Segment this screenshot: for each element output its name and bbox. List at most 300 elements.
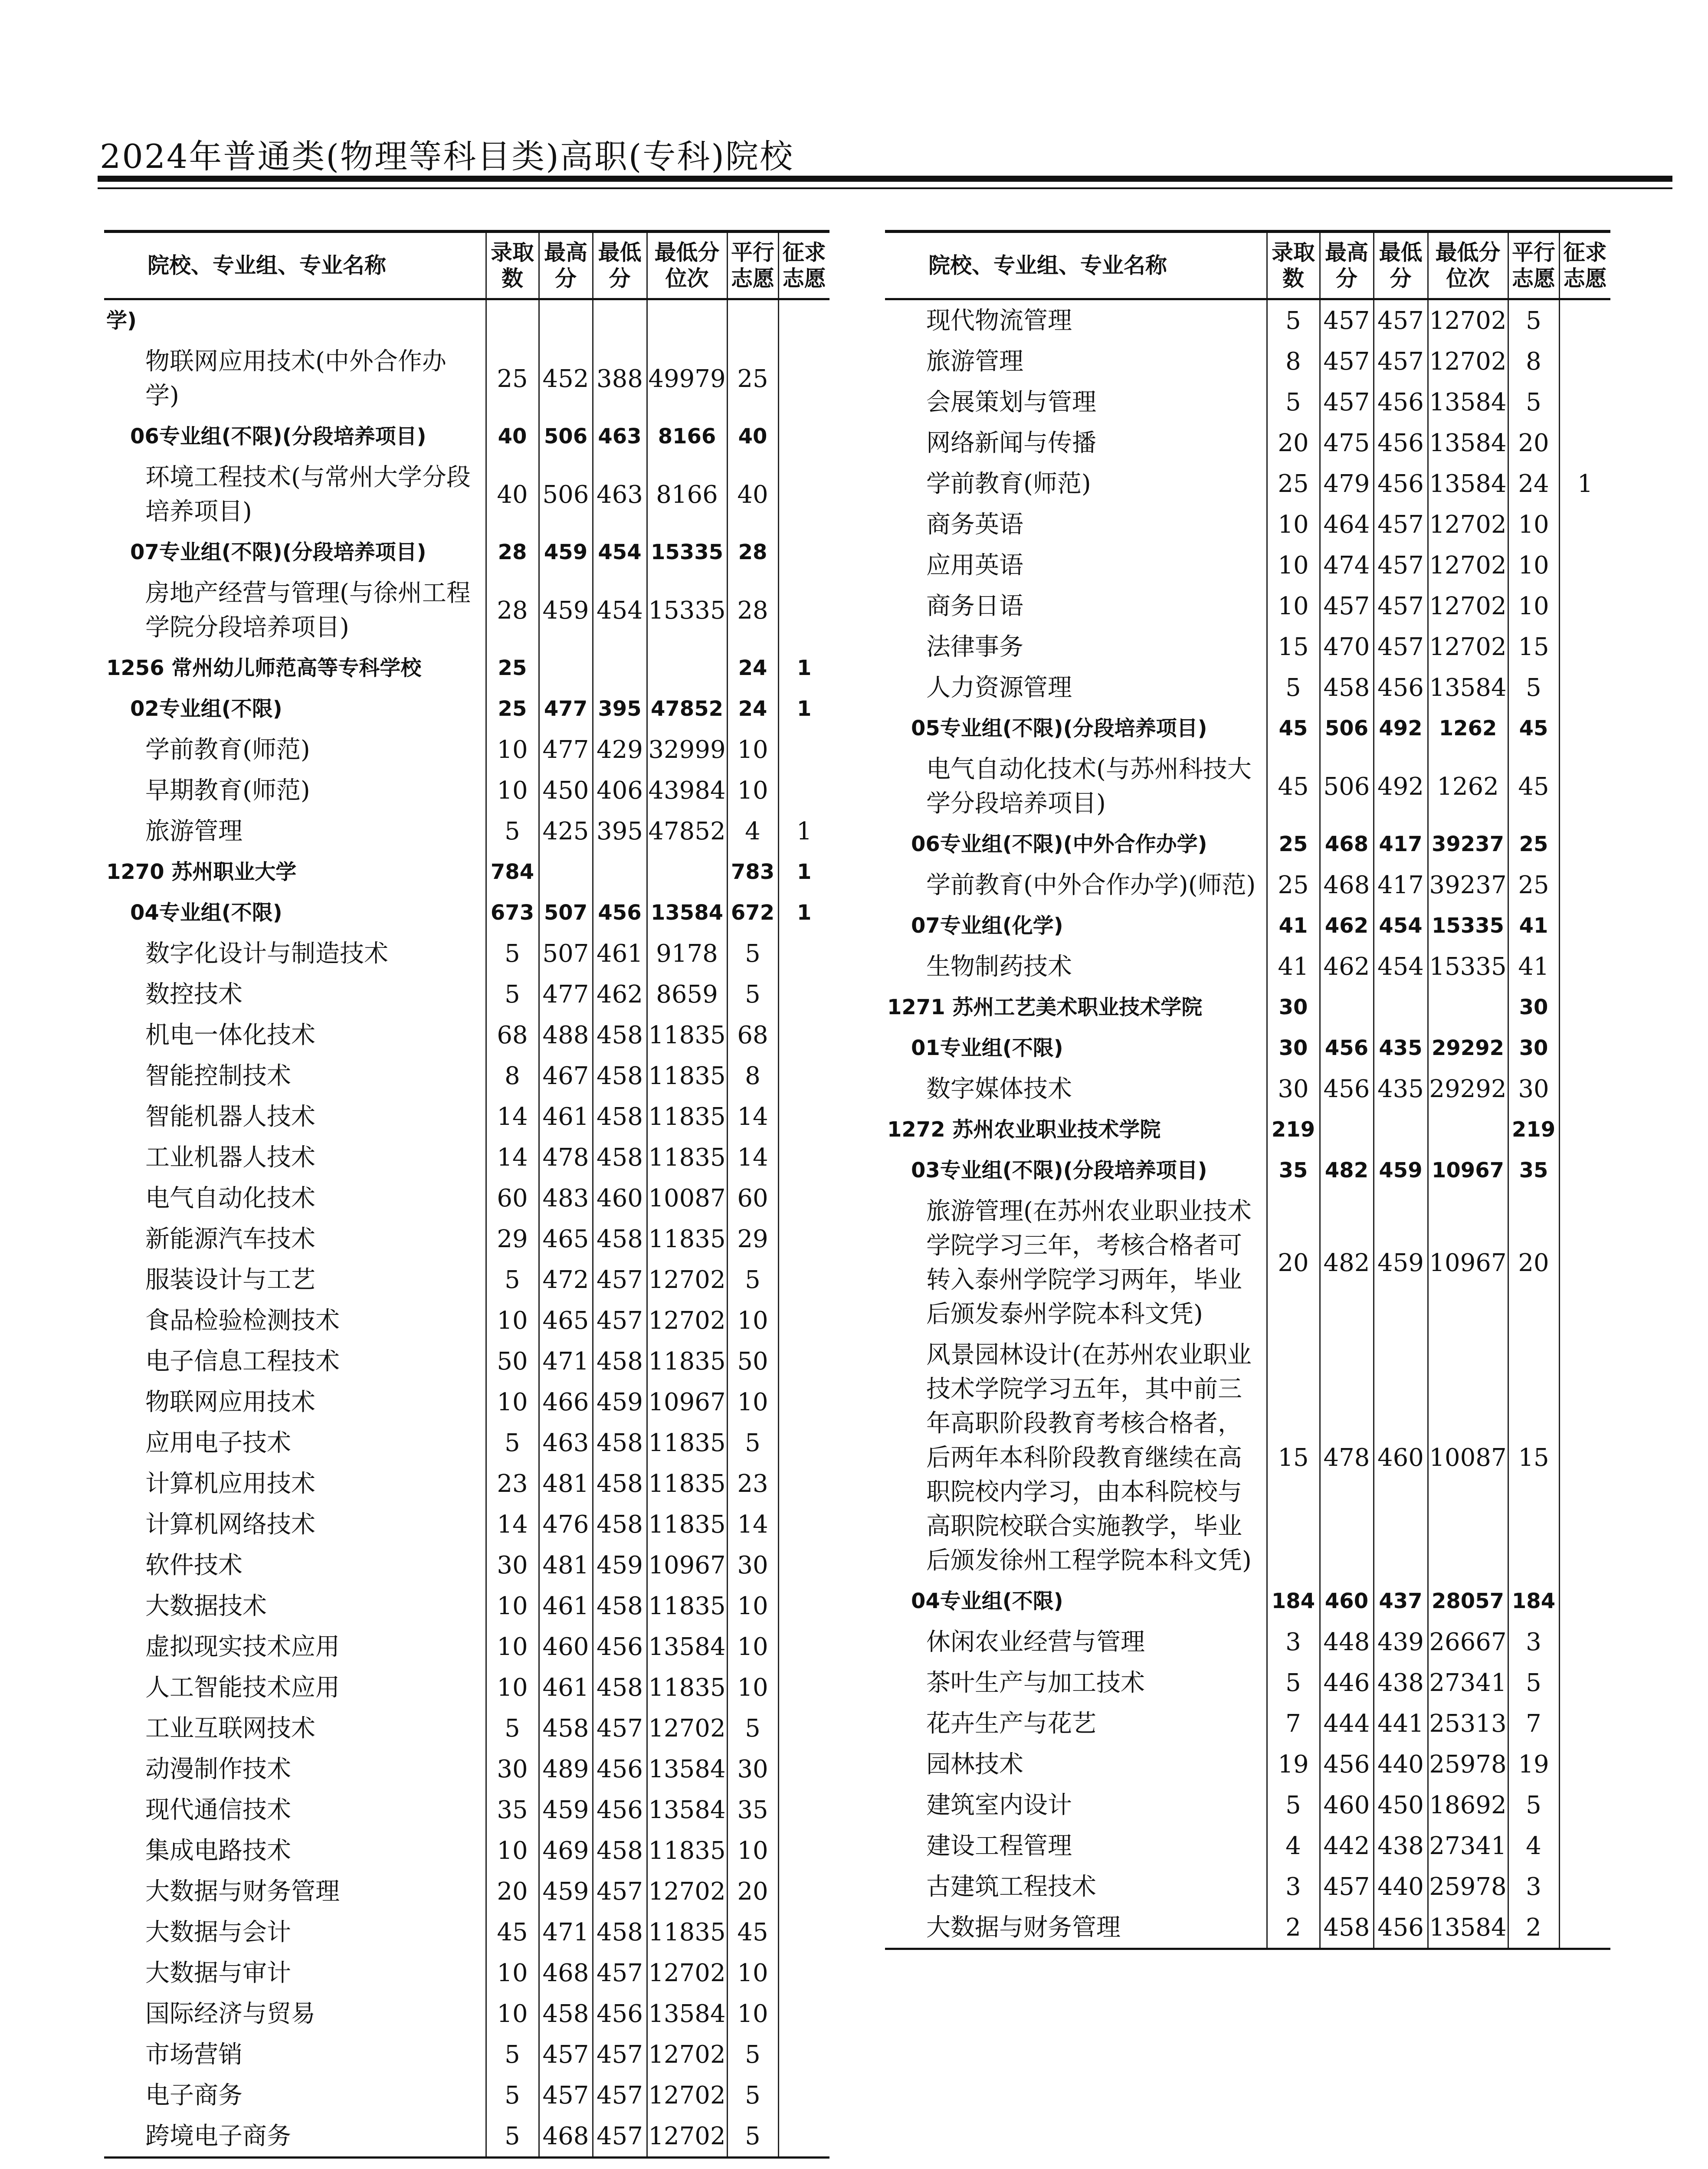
cell-name: 06专业组(不限)(中外合作办学) [911, 832, 1207, 856]
cell-name: 食品检验检测技术 [145, 1307, 340, 1335]
cell-solicit [778, 1912, 829, 1953]
cell-name: 虚拟现实技术应用 [145, 1633, 340, 1661]
cell-max: 482 [1320, 1191, 1374, 1334]
cell-min: 462 [593, 974, 647, 1015]
cell-name: 大数据与会计 [145, 1918, 291, 1946]
cell-count: 25 [486, 688, 539, 729]
cell-max: 477 [539, 688, 593, 729]
cell-rank: 25978 [1428, 1744, 1508, 1785]
cell-rank: 47852 [647, 811, 727, 852]
cell-name: 学前教育(中外合作办学)(师范) [926, 871, 1256, 899]
cell-rank [1428, 1109, 1508, 1150]
cell-name: 国际经济与贸易 [145, 2000, 315, 2028]
cell-parallel: 10 [727, 1993, 778, 2034]
cell-rank: 15335 [647, 532, 727, 573]
cell-parallel: 5 [727, 974, 778, 1015]
cell-max: 457 [1320, 1866, 1374, 1907]
cell-parallel: 3 [1508, 1622, 1559, 1662]
cell-solicit [778, 1545, 829, 1586]
cell-min: 492 [1374, 708, 1428, 749]
cell-parallel: 5 [727, 1259, 778, 1300]
cell-max: 442 [1320, 1825, 1374, 1866]
cell-solicit [778, 974, 829, 1015]
major-row [885, 749, 1610, 824]
major-row [885, 1622, 1610, 1662]
cell-parallel: 60 [727, 1178, 778, 1219]
major-row [104, 1096, 829, 1137]
cell-parallel: 8 [727, 1055, 778, 1096]
cell-solicit [778, 1259, 829, 1300]
cell-name: 人力资源管理 [926, 674, 1072, 702]
cell-max: 481 [539, 1545, 593, 1586]
cell-count: 219 [1267, 1109, 1320, 1150]
cell-solicit [778, 341, 829, 416]
cell-count: 10 [486, 1993, 539, 2034]
cell-rank: 11835 [647, 1463, 727, 1504]
cell-name: 04专业组(不限) [911, 1589, 1063, 1613]
cell-min: 457 [593, 2034, 647, 2075]
cell-parallel: 40 [727, 416, 778, 457]
cell-solicit [1559, 545, 1610, 586]
cell-min: 441 [1374, 1703, 1428, 1744]
cell-solicit [1559, 667, 1610, 708]
cell-rank: 13584 [1428, 463, 1508, 504]
cell-name: 学前教育(师范) [926, 470, 1091, 498]
cell-max [1320, 1109, 1374, 1150]
cell-parallel: 4 [727, 811, 778, 852]
right-column [885, 230, 1610, 1950]
cell-solicit [778, 1749, 829, 1789]
cell-max: 468 [1320, 865, 1374, 905]
cell-min: 457 [1374, 299, 1428, 341]
cell-count: 8 [1267, 341, 1320, 382]
cell-rank: 13584 [1428, 382, 1508, 423]
cell-rank: 27341 [1428, 1662, 1508, 1703]
cell-count: 30 [1267, 987, 1320, 1028]
cell-count: 29 [486, 1219, 539, 1259]
cell-parallel: 40 [727, 457, 778, 532]
major-row [104, 729, 829, 770]
major-row [104, 1259, 829, 1300]
cell-min: 460 [1374, 1334, 1428, 1581]
cell-parallel: 24 [727, 688, 778, 729]
cell-rank: 12702 [647, 2116, 727, 2158]
cell-parallel: 45 [1508, 708, 1559, 749]
cell-rank: 12702 [647, 2034, 727, 2075]
cell-solicit [778, 1015, 829, 1055]
cell-parallel: 45 [727, 1912, 778, 1953]
cell-min: 456 [593, 1993, 647, 2034]
cell-min: 461 [593, 933, 647, 974]
cell-parallel: 28 [727, 573, 778, 648]
cell-name: 网络新闻与传播 [926, 429, 1096, 457]
cell-rank: 12702 [1428, 341, 1508, 382]
cell-parallel: 14 [727, 1096, 778, 1137]
cell-max [539, 648, 593, 688]
cell-parallel: 25 [1508, 865, 1559, 905]
cell-count: 184 [1267, 1581, 1320, 1622]
cell-name: 电子商务 [145, 2081, 243, 2110]
cell-parallel: 35 [727, 1789, 778, 1830]
cell-count: 5 [1267, 1785, 1320, 1825]
cell-max: 462 [1320, 905, 1374, 946]
cell-solicit [778, 1871, 829, 1912]
cell-rank: 32999 [647, 729, 727, 770]
cell-min: 454 [1374, 905, 1428, 946]
cell-min: 457 [593, 2116, 647, 2158]
cell-parallel: 10 [727, 729, 778, 770]
cell-max: 472 [539, 1259, 593, 1300]
cell-rank: 11835 [647, 1830, 727, 1871]
cell-name: 茶叶生产与加工技术 [926, 1669, 1145, 1697]
cell-parallel: 4 [1508, 1825, 1559, 1866]
cell-min: 463 [593, 457, 647, 532]
header-parallel: 平行 志愿 [1508, 232, 1559, 299]
cell-name: 数字媒体技术 [926, 1075, 1072, 1103]
cell-count: 10 [486, 1667, 539, 1708]
cell-rank: 28057 [1428, 1581, 1508, 1622]
cell-solicit [1559, 1109, 1610, 1150]
cell-min: 457 [1374, 545, 1428, 586]
cell-max: 458 [539, 1708, 593, 1749]
cell-rank [647, 299, 727, 341]
cell-min: 458 [593, 1341, 647, 1382]
cell-rank: 12702 [1428, 299, 1508, 341]
cell-max: 478 [1320, 1334, 1374, 1581]
cell-parallel: 24 [1508, 463, 1559, 504]
cell-name: 04专业组(不限) [130, 901, 282, 925]
cell-min: 458 [593, 1667, 647, 1708]
cell-min: 454 [1374, 946, 1428, 987]
cell-count: 7 [1267, 1703, 1320, 1744]
cell-count: 68 [486, 1015, 539, 1055]
cell-parallel: 5 [1508, 1662, 1559, 1703]
header-max: 最高 分 [1320, 232, 1374, 299]
header-max: 最高 分 [539, 232, 593, 299]
major-row [885, 1825, 1610, 1866]
major-row [104, 1178, 829, 1219]
cell-max: 460 [1320, 1785, 1374, 1825]
group-row [885, 824, 1610, 865]
cell-parallel [727, 299, 778, 341]
cell-parallel: 41 [1508, 905, 1559, 946]
cell-count: 5 [486, 2075, 539, 2116]
cell-solicit [1559, 382, 1610, 423]
cell-min: 456 [593, 1789, 647, 1830]
cell-min: 457 [1374, 626, 1428, 667]
cell-parallel: 45 [1508, 749, 1559, 824]
cell-max: 478 [539, 1137, 593, 1178]
cell-solicit [1559, 1334, 1610, 1581]
cell-rank: 8166 [647, 416, 727, 457]
cell-min: 450 [1374, 1785, 1428, 1825]
major-row [104, 1300, 829, 1341]
cell-max: 457 [1320, 382, 1374, 423]
cell-solicit [778, 1178, 829, 1219]
cell-count: 14 [486, 1096, 539, 1137]
cell-rank: 10087 [647, 1178, 727, 1219]
cell-count: 5 [1267, 299, 1320, 341]
cell-rank: 13584 [647, 892, 727, 933]
group-row [104, 532, 829, 573]
cell-count: 23 [486, 1463, 539, 1504]
cell-name: 应用电子技术 [145, 1429, 291, 1457]
cell-min: 438 [1374, 1825, 1428, 1866]
cell-max: 456 [1320, 1028, 1374, 1068]
cell-parallel: 8 [1508, 341, 1559, 382]
cell-max: 477 [539, 974, 593, 1015]
cell-min: 459 [593, 1545, 647, 1586]
major-row [104, 341, 829, 416]
cell-name: 电子信息工程技术 [145, 1347, 340, 1376]
cell-max: 477 [539, 729, 593, 770]
cell-solicit [1559, 1744, 1610, 1785]
cell-count: 45 [1267, 749, 1320, 824]
cell-solicit [1559, 1825, 1610, 1866]
school-row [885, 1109, 1610, 1150]
cell-rank: 27341 [1428, 1825, 1508, 1866]
cell-max: 458 [1320, 667, 1374, 708]
cell-max: 471 [539, 1341, 593, 1382]
cell-name: 学) [106, 308, 137, 333]
cell-solicit [778, 933, 829, 974]
cell-rank: 12702 [647, 1300, 727, 1341]
cell-count: 15 [1267, 626, 1320, 667]
cell-name: 工业机器人技术 [145, 1143, 315, 1172]
major-row [104, 573, 829, 648]
cell-name: 跨境电子商务 [104, 2116, 486, 2158]
cell-max: 507 [539, 892, 593, 933]
cell-parallel: 20 [727, 1871, 778, 1912]
cell-name: 03专业组(不限)(分段培养项目) [911, 1158, 1207, 1183]
header-min: 最低 分 [1374, 232, 1428, 299]
cell-count: 4 [1267, 1825, 1320, 1866]
cell-solicit: 1 [778, 852, 829, 892]
cell-name: 古建筑工程技术 [926, 1873, 1096, 1901]
major-row [885, 1907, 1610, 1949]
cell-name: 早期教育(师范) [145, 777, 310, 805]
cell-max: 506 [1320, 749, 1374, 824]
cell-min: 456 [1374, 1907, 1428, 1949]
cell-count: 5 [1267, 667, 1320, 708]
cell-name: 旅游管理 [145, 817, 243, 845]
cell-solicit: 1 [778, 811, 829, 852]
cell-min: 435 [1374, 1068, 1428, 1109]
cell-solicit [1559, 1150, 1610, 1191]
header-rank: 最低分 位次 [647, 232, 727, 299]
cell-min: 458 [593, 1504, 647, 1545]
cell-rank: 11835 [647, 1219, 727, 1259]
cell-rank: 11835 [647, 1586, 727, 1626]
cell-max: 457 [1320, 341, 1374, 382]
cell-parallel: 219 [1508, 1109, 1559, 1150]
cell-solicit: 1 [1559, 463, 1610, 504]
cell-rank: 29292 [1428, 1068, 1508, 1109]
cell-solicit [778, 1667, 829, 1708]
cell-min: 454 [593, 573, 647, 648]
cell-count: 41 [1267, 905, 1320, 946]
cell-min: 406 [593, 770, 647, 811]
cell-min: 457 [593, 1953, 647, 1993]
cell-count: 10 [486, 729, 539, 770]
cell-name: 法律事务 [926, 633, 1023, 661]
cell-name: 数控技术 [145, 980, 243, 1009]
cell-parallel: 20 [1508, 423, 1559, 463]
cell-name: 06专业组(不限)(分段培养项目) [130, 424, 426, 449]
cell-name: 1272 苏州农业职业技术学院 [887, 1117, 1161, 1142]
cell-max: 459 [539, 573, 593, 648]
cell-solicit [1559, 749, 1610, 824]
cell-solicit [1559, 1866, 1610, 1907]
cell-min: 458 [593, 1137, 647, 1178]
cell-name: 物联网应用技术 [145, 1388, 315, 1416]
header-count: 录取 数 [486, 232, 539, 299]
cell-min: 437 [1374, 1581, 1428, 1622]
cell-max: 466 [539, 1382, 593, 1422]
cell-count: 14 [486, 1504, 539, 1545]
cell-count: 45 [486, 1912, 539, 1953]
cell-min: 457 [593, 1300, 647, 1341]
cell-max: 456 [1320, 1744, 1374, 1785]
cell-name: 学前教育(师范) [145, 736, 310, 764]
cell-solicit [1559, 946, 1610, 987]
major-row [885, 946, 1610, 987]
major-row [104, 933, 829, 974]
cell-count: 5 [1267, 1662, 1320, 1703]
cell-name: 现代通信技术 [145, 1796, 291, 1824]
cell-rank: 11835 [647, 1912, 727, 1953]
cell-name: 计算机应用技术 [145, 1470, 315, 1498]
cell-solicit [778, 1586, 829, 1626]
cell-solicit [1559, 423, 1610, 463]
cell-parallel: 10 [727, 1300, 778, 1341]
cell-min: 454 [593, 532, 647, 573]
cell-parallel: 672 [727, 892, 778, 933]
cell-count: 10 [1267, 545, 1320, 586]
cell-rank: 10967 [1428, 1191, 1508, 1334]
major-row [104, 1382, 829, 1422]
cell-rank: 11835 [647, 1422, 727, 1463]
cell-max: 458 [539, 1993, 593, 2034]
cell-count: 30 [486, 1545, 539, 1586]
header-rule-thick [98, 176, 1672, 182]
cell-rank: 13584 [1428, 667, 1508, 708]
major-row [104, 1586, 829, 1626]
cell-solicit [778, 1463, 829, 1504]
cell-min [1374, 987, 1428, 1028]
cell-min: 439 [1374, 1622, 1428, 1662]
cell-max: 468 [539, 1953, 593, 1993]
cell-name: 花卉生产与花艺 [926, 1710, 1096, 1738]
cell-parallel: 184 [1508, 1581, 1559, 1622]
cell-count: 3 [1267, 1622, 1320, 1662]
group-row [885, 905, 1610, 946]
cell-parallel: 5 [727, 933, 778, 974]
cell-min [593, 852, 647, 892]
cell-parallel: 19 [1508, 1744, 1559, 1785]
group-row [885, 1150, 1610, 1191]
cell-max: 462 [1320, 946, 1374, 987]
cell-max: 506 [539, 457, 593, 532]
cell-rank: 12702 [647, 1871, 727, 1912]
cell-parallel: 5 [727, 1708, 778, 1749]
major-row [104, 1667, 829, 1708]
cell-rank [647, 852, 727, 892]
cell-rank: 13584 [1428, 1907, 1508, 1949]
major-row [885, 667, 1610, 708]
cell-count: 10 [486, 1953, 539, 1993]
cell-min: 438 [1374, 1662, 1428, 1703]
cell-min: 458 [593, 1830, 647, 1871]
school-row [104, 299, 829, 341]
cell-solicit [778, 2034, 829, 2075]
cell-min: 457 [593, 1259, 647, 1300]
cell-parallel: 14 [727, 1504, 778, 1545]
cell-count: 40 [486, 416, 539, 457]
cell-count: 10 [1267, 586, 1320, 626]
cell-parallel: 5 [727, 2116, 778, 2158]
left-column [104, 230, 829, 2159]
cell-solicit [778, 532, 829, 573]
cell-solicit [1559, 626, 1610, 667]
cell-min: 458 [593, 1586, 647, 1626]
cell-max: 468 [539, 2116, 593, 2158]
cell-max: 475 [1320, 423, 1374, 463]
cell-solicit [778, 1096, 829, 1137]
major-row [885, 341, 1610, 382]
cell-name: 会展策划与管理 [926, 388, 1096, 416]
cell-parallel: 30 [727, 1545, 778, 1586]
cell-solicit [1559, 1622, 1610, 1662]
cell-min: 459 [593, 1382, 647, 1422]
cell-name: 计算机网络技术 [145, 1510, 315, 1539]
cell-max: 461 [539, 1667, 593, 1708]
cell-max: 460 [539, 1626, 593, 1667]
cell-rank: 13584 [1428, 423, 1508, 463]
cell-parallel: 5 [1508, 1785, 1559, 1825]
major-row [885, 586, 1610, 626]
cell-min: 456 [1374, 667, 1428, 708]
cell-max [1320, 987, 1374, 1028]
cell-solicit [778, 770, 829, 811]
major-row [104, 1545, 829, 1586]
cell-name: 服装设计与工艺 [145, 1266, 315, 1294]
cell-min: 417 [1374, 865, 1428, 905]
cell-rank: 47852 [647, 688, 727, 729]
cell-solicit [778, 416, 829, 457]
cell-max: 457 [1320, 586, 1374, 626]
major-row [885, 463, 1610, 504]
cell-count: 5 [1267, 382, 1320, 423]
cell-rank: 13584 [647, 1749, 727, 1789]
cell-rank [1428, 987, 1508, 1028]
major-row [104, 1708, 829, 1749]
cell-min: 456 [1374, 463, 1428, 504]
cell-solicit [1559, 987, 1610, 1028]
cell-min: 456 [1374, 382, 1428, 423]
cell-min [1374, 1109, 1428, 1150]
cell-count: 20 [486, 1871, 539, 1912]
cell-parallel: 5 [727, 2034, 778, 2075]
cell-max: 459 [539, 1789, 593, 1830]
cell-count: 10 [486, 1586, 539, 1626]
cell-name: 园林技术 [926, 1750, 1023, 1779]
cell-name: 现代物流管理 [926, 307, 1072, 335]
cell-min: 458 [593, 1422, 647, 1463]
cell-solicit [778, 1708, 829, 1749]
major-row [885, 1334, 1610, 1581]
cell-name: 电气自动化技术 [145, 1184, 315, 1212]
